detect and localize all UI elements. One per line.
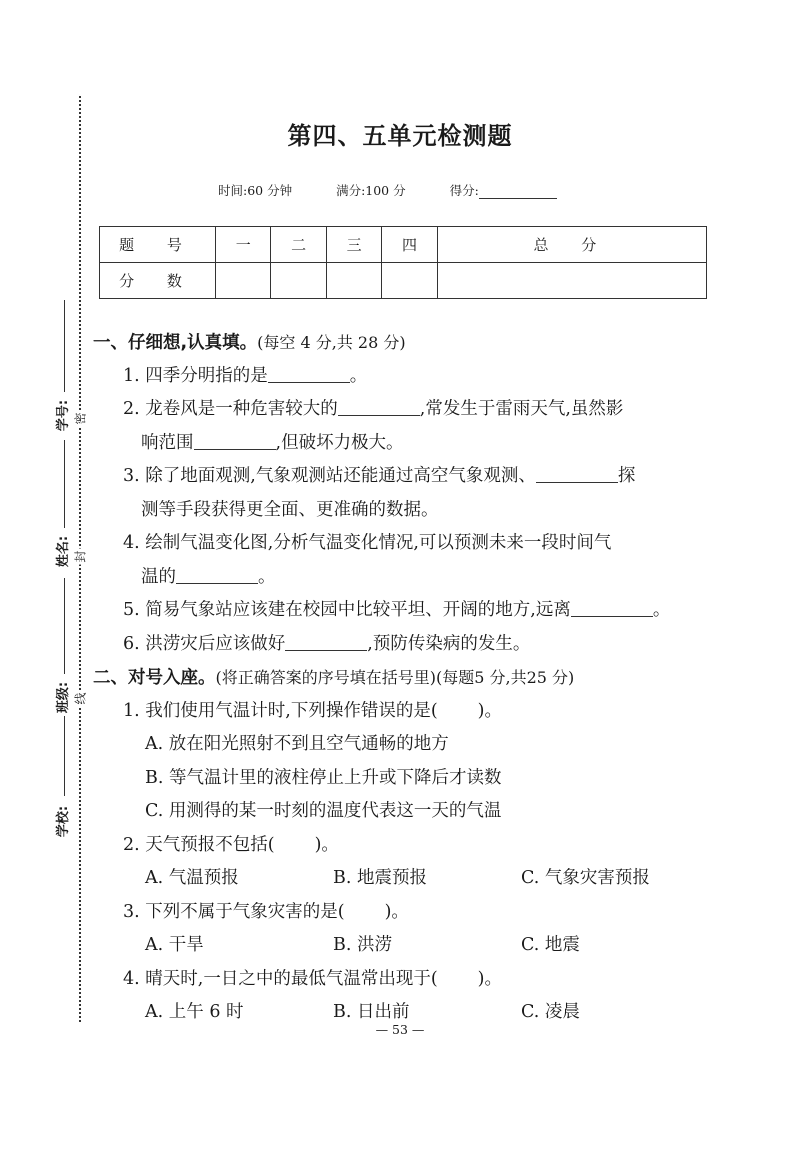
s1-question-2 <box>93 393 723 427</box>
score-cell-1[interactable] <box>216 263 271 299</box>
section-1-title: 一、仔细想,认真填。 <box>93 333 258 353</box>
question-text: )。 <box>477 968 502 989</box>
score-cell-4[interactable] <box>382 263 437 299</box>
question-text: 温的 <box>141 566 176 587</box>
s1-question-4-cont <box>93 561 723 595</box>
score-label: 得分: <box>449 183 479 198</box>
s1-question-3 <box>93 460 723 494</box>
exam-meta <box>218 181 557 199</box>
score-row-label: 分 数 <box>100 263 216 299</box>
question-text: 5. 简易气象站应该建在校园中比较平坦、开阔的地方,远离 <box>123 600 571 620</box>
question-text: )。 <box>384 901 409 922</box>
question-text: )。 <box>477 700 502 721</box>
question-text: 2. 龙卷风是一种危害较大的 <box>123 399 338 419</box>
answer-blank[interactable] <box>536 461 618 483</box>
school-label: 学校: <box>56 805 72 838</box>
answer-blank[interactable] <box>194 428 276 450</box>
student-id-label: 学号: <box>56 399 72 432</box>
question-text: 测等手段获得更全面、更准确的数据。 <box>141 499 439 520</box>
section-2-note: (将正确答案的序号填在括号里)(每题5 分,共25 分) <box>215 668 575 687</box>
s2-q3-option-a: A. 干旱 <box>145 935 204 955</box>
s2-q4-option-b: B. 日出前 <box>333 1002 410 1022</box>
score-cell-3[interactable] <box>326 263 381 299</box>
header-cell-2: 二 <box>271 227 326 263</box>
answer-blank[interactable] <box>268 361 350 383</box>
score-cell-total[interactable] <box>437 263 706 299</box>
s2-question-2 <box>93 829 723 863</box>
s1-question-4 <box>93 527 723 561</box>
s2-question-4 <box>93 963 723 997</box>
question-content <box>93 326 723 1030</box>
score-blank[interactable] <box>479 185 557 199</box>
binding-word-feng: 封 <box>73 550 88 563</box>
s1-question-3-cont <box>93 494 723 528</box>
question-text: 4. 绘制气温变化图,分析气温变化情况,可以预测未来一段时间气 <box>123 533 612 553</box>
answer-blank[interactable] <box>338 394 420 416</box>
question-text: 6. 洪涝灾后应该做好 <box>123 633 286 654</box>
question-text: ,常发生于雷雨天气,虽然影 <box>419 399 624 419</box>
section-2-title: 二、对号入座。 <box>93 668 216 688</box>
s2-q2-option-b: B. 地震预报 <box>333 868 427 888</box>
s2-q2-option-c: C. 气象灾害预报 <box>521 868 650 888</box>
question-text: 。 <box>349 365 368 386</box>
score-table-score-row <box>100 263 707 299</box>
s2-question-1 <box>93 695 723 729</box>
binding-word-mi: 密 <box>73 412 88 425</box>
question-text: 探 <box>617 466 636 486</box>
answer-blank[interactable] <box>176 562 258 584</box>
header-cell-3: 三 <box>326 227 381 263</box>
answer-blank[interactable] <box>571 595 653 617</box>
question-text: 1. 四季分明指的是 <box>123 365 268 386</box>
question-text: 4. 晴天时,一日之中的最低气温常出现于( <box>123 968 438 989</box>
question-text: 。 <box>652 600 671 620</box>
s1-question-5 <box>93 594 723 628</box>
answer-blank[interactable] <box>285 629 367 651</box>
header-cell-total: 总 分 <box>437 227 706 263</box>
score-cell-2[interactable] <box>271 263 326 299</box>
s2-q4-option-a: A. 上午 6 时 <box>145 1002 244 1022</box>
s2-q1-option-a: A. 放在阳光照射不到且空气通畅的地方 <box>145 734 449 754</box>
page-title: 第四、五单元检测题 <box>287 122 513 150</box>
question-text: 3. 除了地面观测,气象观测站还能通过高空气象观测、 <box>123 466 536 486</box>
s2-q4-option-c: C. 凌晨 <box>521 1002 580 1022</box>
question-text: ,但破坏力极大。 <box>275 432 404 453</box>
s1-question-1 <box>93 360 723 394</box>
score-table-header-row <box>100 227 707 263</box>
time-limit: 时间:60 分钟 <box>218 183 293 198</box>
s2-q1-option-c: C. 用测得的某一时刻的温度代表这一天的气温 <box>145 801 502 821</box>
s1-question-2-cont <box>93 427 723 461</box>
question-text: ,预防传染病的发生。 <box>367 633 531 654</box>
s2-q3-options <box>93 929 723 963</box>
s2-q3-option-c: C. 地震 <box>521 935 580 955</box>
s2-q3-option-b: B. 洪涝 <box>333 935 392 955</box>
page-number: — 53 — <box>375 1022 425 1037</box>
full-score: 满分:100 分 <box>336 183 406 198</box>
section-1-heading <box>93 326 723 360</box>
question-text: 响范围 <box>141 432 194 453</box>
question-text: 3. 下列不属于气象灾害的是( <box>123 901 345 922</box>
header-cell-label: 题 号 <box>100 227 216 263</box>
s1-question-6 <box>93 628 723 662</box>
section-2-heading <box>93 661 723 695</box>
question-text: 。 <box>258 566 276 587</box>
question-text: 1. 我们使用气温计时,下列操作错误的是( <box>123 700 438 721</box>
section-1-note: (每空 4 分,共 28 分) <box>257 333 406 352</box>
question-text: 2. 天气预报不包括( <box>123 834 275 855</box>
question-text: )。 <box>314 834 339 855</box>
header-cell-4: 四 <box>382 227 437 263</box>
s2-question-3 <box>93 896 723 930</box>
s2-q2-option-a: A. 气温预报 <box>145 868 239 888</box>
student-name-label: 姓名: <box>56 535 72 568</box>
header-cell-1: 一 <box>216 227 271 263</box>
class-label: 班级: <box>56 681 72 714</box>
score-table <box>99 226 707 299</box>
s2-q1-option-b: B. 等气温计里的液柱停止上升或下降后才读数 <box>145 767 502 788</box>
s2-q2-options <box>93 862 723 896</box>
binding-word-xian: 线 <box>73 692 88 705</box>
